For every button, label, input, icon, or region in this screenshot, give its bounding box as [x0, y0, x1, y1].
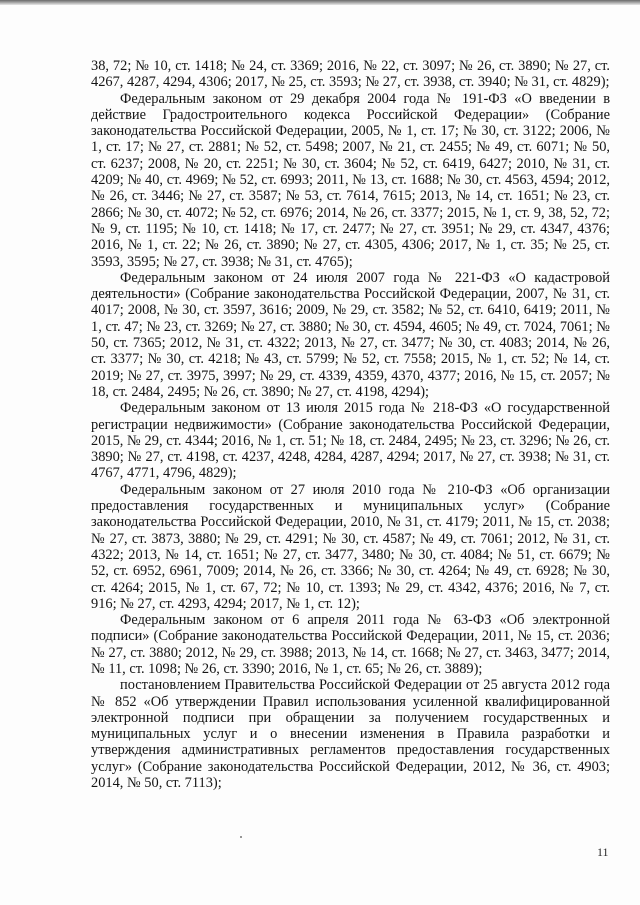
page-number: 11: [597, 845, 609, 859]
paragraph-law-191-fz: Федеральным законом от 29 декабря 2004 года № 191-ФЗ «О введении в действие Градостроительного кодекса Российской Федерации» (Собрание законодательства Российской Федерации, 2005, № 1, ст. 17; № 30, ст. 3122; 2006, № 1, ст. 17; № 27, ст. 2881; № 52, ст. 5498; 2007, № 21, ст. 2455; № 49, ст. 6071; № 50, ст. 6237; 2008, № 20, ст. 2251; № 30, ст. 3604; № 52, ст. 6419, 6427; 2010, № 31, ст. 4209; № 40, ст. 4969; № 52, ст. 6993; 2011, № 13, ст. 1688; № 30, ст. 4563, 4594; 2012, № 26, ст. 3446; № 27, ст. 3587; № 53, ст. 7614, 7615; 2013, № 14, ст. 1651; № 23, ст. 2866; № 30, ст. 4072; № 52, ст. 6976; 2014, № 26, ст. 3377; 2015, № 1, ст. 9, 38, 52, 72; № 9, ст. 1195; № 10, ст. 1418; № 17, ст. 2477; № 27, ст. 3951; № 29, ст. 4347, 4376; 2016, № 1, ст. 22; № 26, ст. 3890; № 27, ст. 4305, 4306; 2017, № 1, ст. 35; № 25, ст. 3593, 3595; № 27, ст. 3938; № 31, ст. 4765);: [91, 90, 610, 270]
paragraph-decree-852: постановлением Правительства Российской Федерации от 25 августа 2012 года № 852 «Об утверждении Правил использования усиленной квалифицированной электронной подписи при обращении за получением государственных и муниципальных услуг и о внесении изменения в Правила разработки и утверждения административных регламентов предоставления государственных услуг» (Собрание законодательства Российской Федерации, 2012, № 36, ст. 4903; 2014, № 50, ст. 7113);: [91, 677, 610, 792]
paragraph-continuation: 38, 72; № 10, ст. 1418; № 24, ст. 3369; 2016, № 22, ст. 3097; № 26, ст. 3890; № 27, ст. 4267, 4287, 4294, 4306; 2017, № 25, ст. 3593; № 27, ст. 3938, ст. 3940; № 31, ст. 4829);: [91, 58, 610, 91]
scan-top-edge: [0, 0, 640, 5]
scan-speck: [240, 836, 242, 838]
paragraph-law-218-fz: Федеральным законом от 13 июля 2015 года № 218-ФЗ «О государственной регистрации недвижимости» (Собрание законодательства Российской Федерации, 2015, № 29, ст. 4344; 2016, № 1, ст. 51; № 18, ст. 2484, 2495; № 23, ст. 3296; № 26, ст. 3890; № 27, ст. 4198, ст. 4237, 4248, 4284, 4287, 4294; 2017, № 27, ст. 3938; № 31, ст. 4767, 4771, 4796, 4829);: [91, 400, 610, 482]
paragraph-law-210-fz: Федеральным законом от 27 июля 2010 года № 210-ФЗ «Об организации предоставления государственных и муниципальных услуг» (Собрание законодательства Российской Федерации, 2010, № 31, ст. 4179; 2011, № 15, ст. 2038; № 27, ст. 3873, 3880; № 29, ст. 4291; № 30, ст. 4587; № 49, ст. 7061; 2012, № 31, ст. 4322; 2013, № 14, ст. 1651; № 27, ст. 3477, 3480; № 30, ст. 4084; № 51, ст. 6679; № 52, ст. 6952, 6961, 7009; 2014, № 26, ст. 3366; № 30, ст. 4264; № 49, ст. 6928; № 30, ст. 4264; 2015, № 1, ст. 67, 72; № 10, ст. 1393; № 29, ст. 4342, 4376; 2016, № 7, ст. 916; № 27, ст. 4293, 4294; 2017, № 1, ст. 12);: [91, 481, 610, 612]
paragraph-law-63-fz: Федеральным законом от 6 апреля 2011 года № 63-ФЗ «Об электронной подписи» (Собрание законодательства Российской Федерации, 2011, № 15, ст. 2036; № 27, ст. 3880; 2012, № 29, ст. 3988; 2013, № 14, ст. 1668; № 27, ст. 3463, 3477; 2014, № 11, ст. 1098; № 26, ст. 3390; 2016, № 1, ст. 65; № 26, ст. 3889);: [91, 612, 610, 677]
paragraph-law-221-fz: Федеральным законом от 24 июля 2007 года № 221-ФЗ «О кадастровой деятельности» (Собрание законодательства Российской Федерации, 2007, № 31, ст. 4017; 2008, № 30, ст. 3597, 3616; 2009, № 29, ст. 3582; № 52, ст. 6410, 6419; 2011, № 1, ст. 47; № 23, ст. 3269; № 27, ст. 3880; № 30, ст. 4594, 4605; № 49, ст. 7024, 7061; № 50, ст. 7365; 2012, № 31, ст. 4322; 2013, № 27, ст. 3477; № 30, ст. 4083; 2014, № 26, ст. 3377; № 30, ст. 4218; № 43, ст. 5799; № 52, ст. 7558; 2015, № 1, ст. 52; № 14, ст. 2019; № 27, ст. 3975, 3997; № 29, ст. 4339, 4359, 4370, 4377; 2016, № 15, ст. 2057; № 18, ст. 2484, 2495; № 26, ст. 3890; № 27, ст. 4198, 4294);: [91, 269, 610, 400]
legal-text-body: [91, 58, 610, 791]
